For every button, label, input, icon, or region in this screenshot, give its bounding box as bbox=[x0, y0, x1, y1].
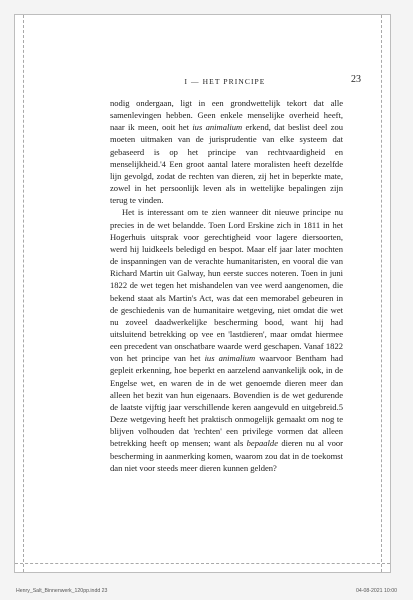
crop-guide-bottom bbox=[15, 563, 390, 564]
text-run: nodig ondergaan, ligt in een grondwettelijk tekort dat alle samenlevingen hebben. Geen enkele menselijke overheid heeft, naar ik meen, ooit het bbox=[110, 98, 343, 133]
italic-run: ius animalium bbox=[192, 122, 243, 133]
book-page bbox=[14, 14, 391, 573]
text-run: erkend, dat beslist deel zou moeten uitmaken van de jurisprudentie van elke systeem dat gebaseerd is op het principe van rechtvaardigheid en menselijkheid.'4 Een groot aantal latere moralisten heeft dezelfde lijn gevolgd, zodat de rechten van dieren, zij het in beperkte mate, zowel in het persoonlijk leven als in wettelijke bepalingen zijn terug te vinden. bbox=[110, 122, 343, 206]
paragraph bbox=[110, 206, 343, 473]
text-run: Het is interessant om te zien wanneer dit nieuwe principe nu precies in de wet belandde. Toen Lord Erskine zich in 1811 in het Hogerhuis uitsprak voor gerechtigheid voor lagere diersoorten, werd hij luidkeels beledigd en bespot. Maar elf jaar later mochten de inspanningen van de verachte humanitaristen, en vooral die van Richard Martin uit Galway, hun eerste succes noteren. Toen in juni 1822 de wet tegen het mishandelen van vee werd aangenomen, die bekend staat als Martin's Act, was dat een memorabel gebeuren in de geschiedenis van de humanitaire wetgeving, niet omdat die wet nu zoveel daadwerkelijke bescherming bood, want hij had uitsluitend betrekking op vee en 'lastdieren', maar omdat hiermee een precedent van onschatbare waarde werd geschapen. Vanaf 1822 von het principe van het bbox=[110, 207, 343, 364]
text-run: dieren nu al voor bescherming in aanmerking komen, waarom zou dat in de toekomst dan niet voor steeds meer dieren kunnen gelden? bbox=[110, 438, 343, 473]
paragraph bbox=[110, 97, 343, 206]
body-text bbox=[110, 97, 343, 474]
slug-date: 04-08-2021 10:00 bbox=[356, 588, 397, 594]
italic-run: ius animalium bbox=[204, 353, 256, 364]
text-run: waarvoor Bentham had gepleit erkenning, hoe beperkt en aarzelend aanvankelijk ook, in de Engelse wet, en waren de in de wet genoemde dieren meer dan alleen het bezit van hun eigenaars. Bovendien is de wet gedurende de laatste vijftig jaar verschillende keren aangevuld en uitgebreid.5 Deze wetgeving heeft het praktisch onmogelijk gemaakt om nog te blijven volhouden dat 'rechten' een privilege vormen dat alleen betrekking heeft op mensen; want als bbox=[110, 353, 343, 449]
italic-run: bepaalde bbox=[246, 438, 278, 449]
running-head: I — HET PRINCIPE bbox=[184, 77, 266, 86]
slug-filename: Henry_Salt_Binnenwerk_120pp.indd 23 bbox=[16, 588, 108, 594]
crop-guide-right bbox=[381, 15, 382, 572]
page-number: 23 bbox=[351, 74, 361, 85]
crop-guide-left bbox=[23, 15, 24, 572]
